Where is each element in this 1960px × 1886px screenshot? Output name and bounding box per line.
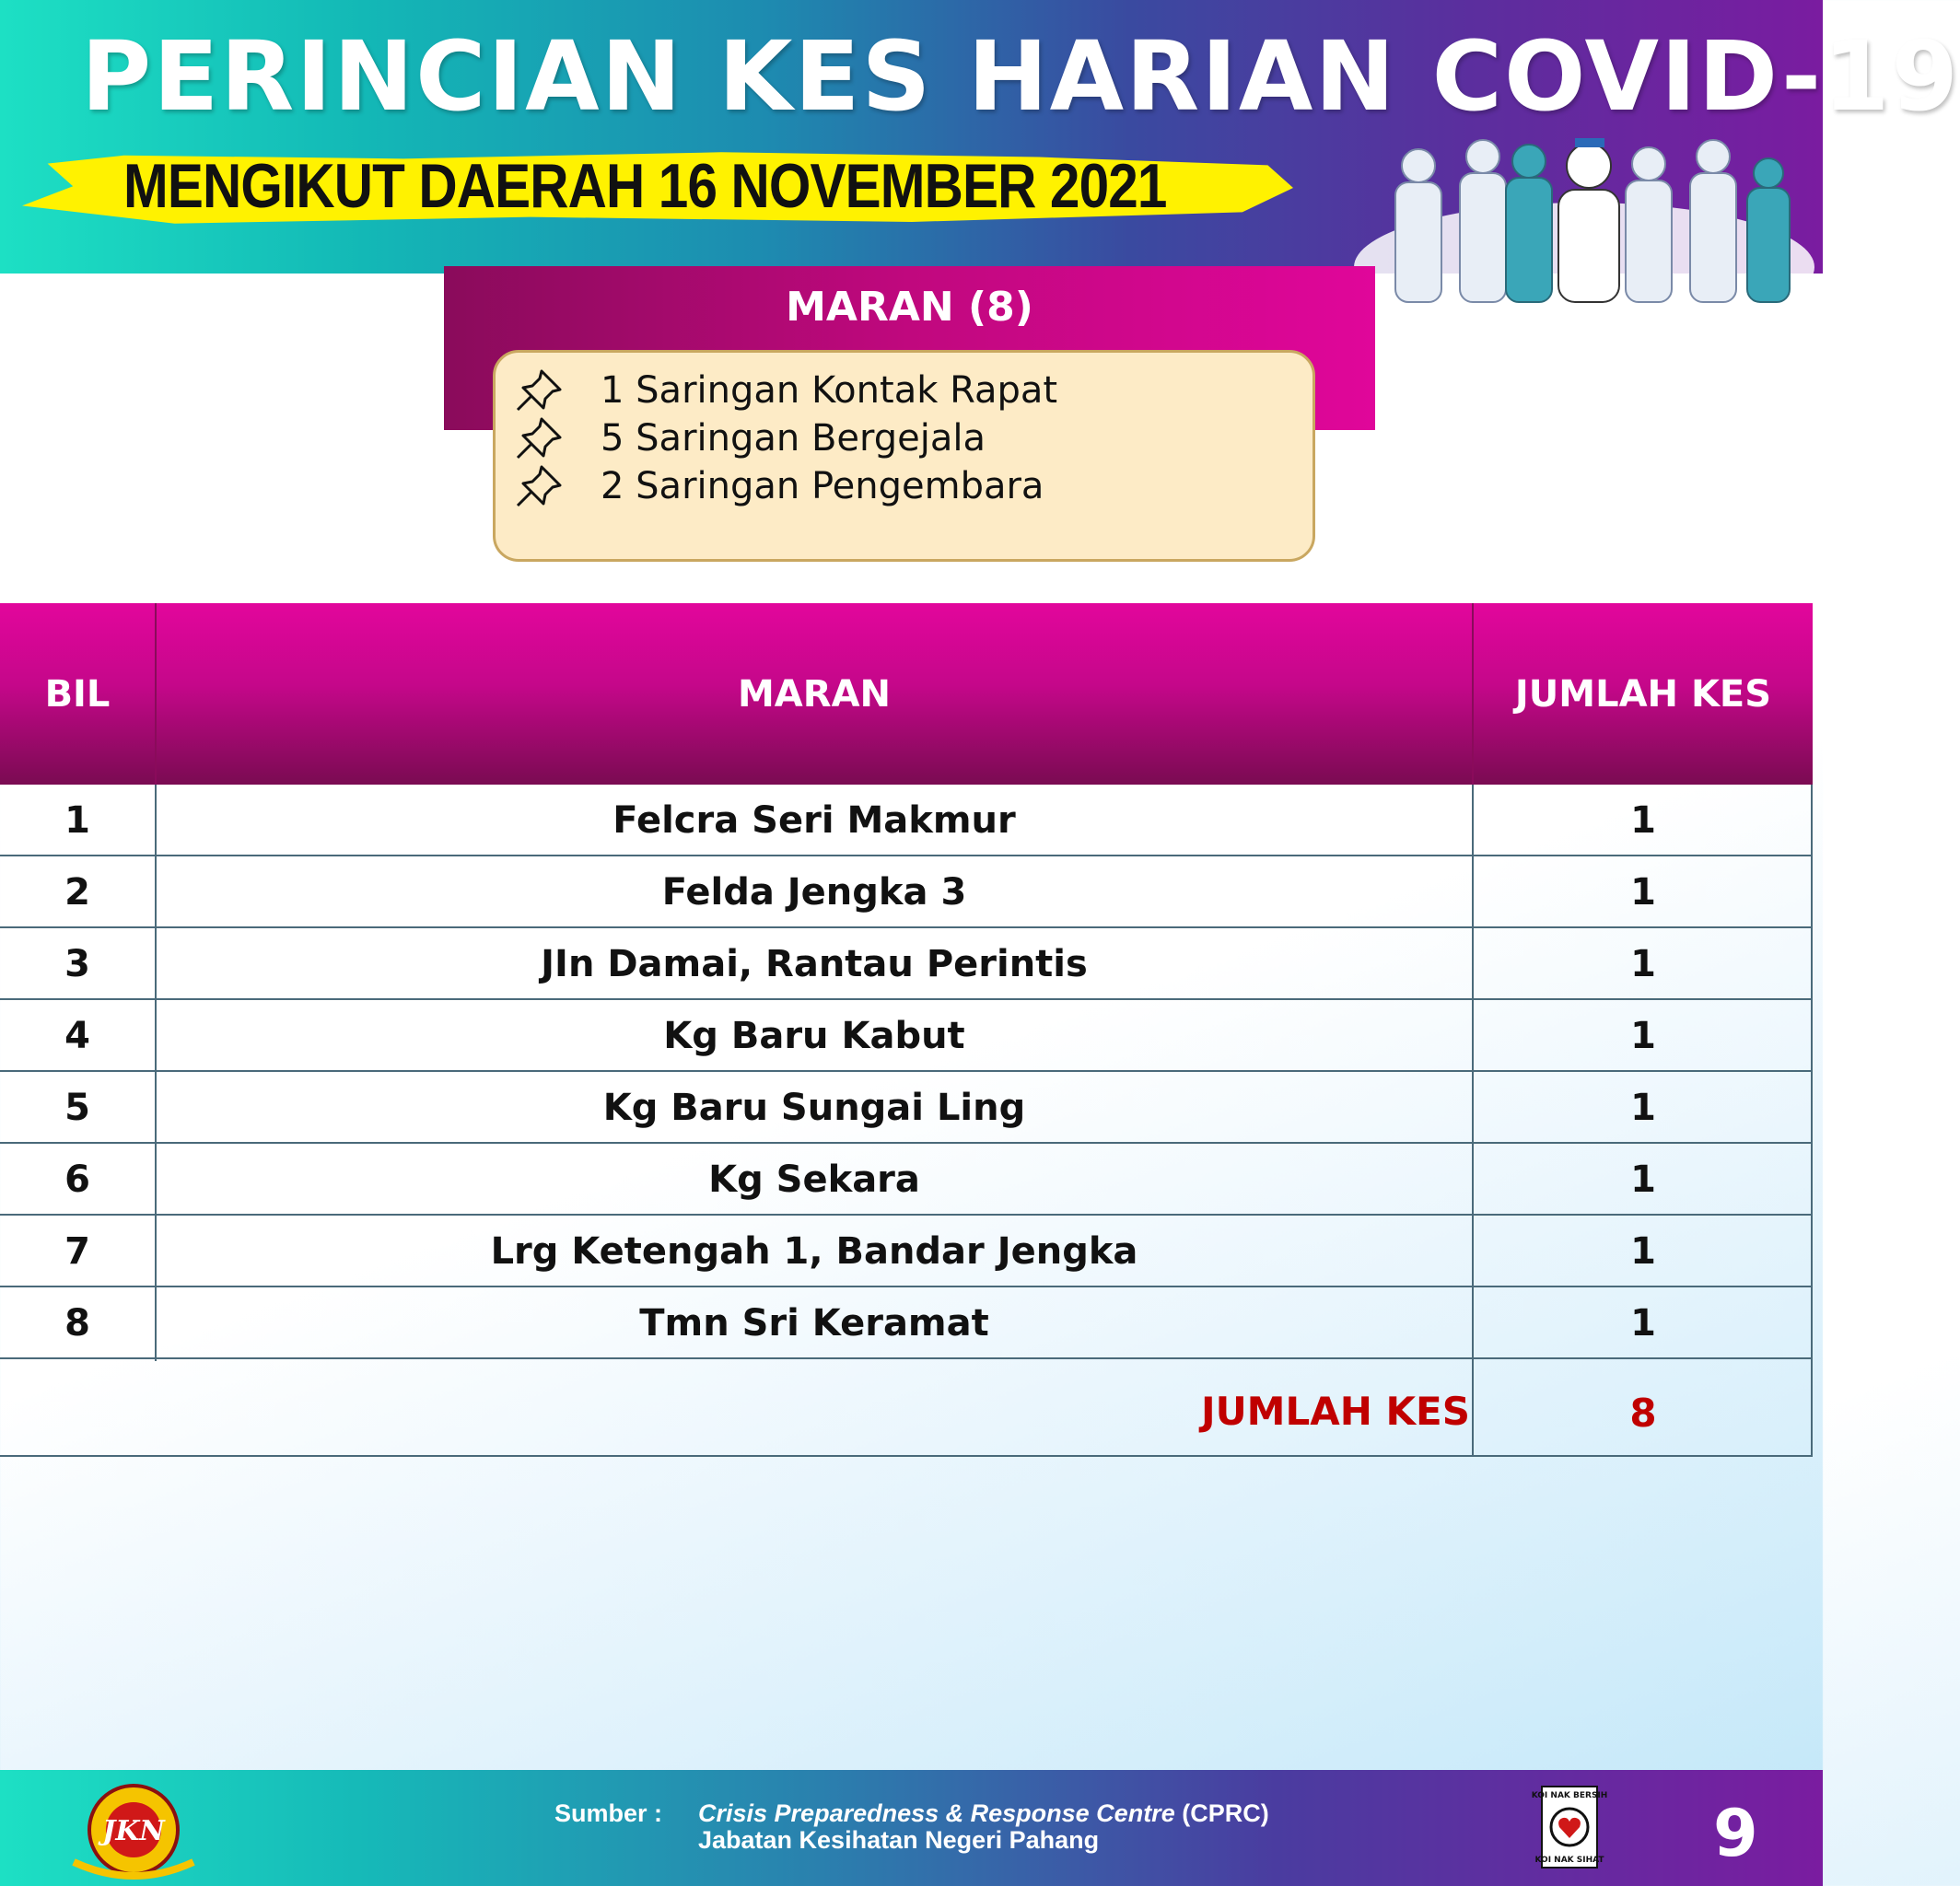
page-subtitle: MENGIKUT DAERAH 16 NOVEMBER 2021 <box>123 151 1167 221</box>
table-header <box>0 603 1813 785</box>
row-case-count: 1 <box>1630 1158 1656 1201</box>
row-location: JIn Damai, Rantau Perintis <box>541 943 1088 985</box>
summary-title: MARAN (8) <box>786 284 1033 331</box>
pushpin-icon <box>514 415 564 461</box>
source-org-abbr: (CPRC) <box>1174 1799 1269 1827</box>
page-number: 9 <box>1713 1796 1758 1871</box>
total-label: JUMLAH KES <box>1200 1389 1470 1434</box>
svg-text:KOI NAK BERSIH: KOI NAK BERSIH <box>1531 1791 1608 1800</box>
total-row <box>0 1361 1813 1457</box>
column-divider <box>1472 785 1474 1457</box>
row-number: 3 <box>64 943 90 985</box>
table-right-border <box>1811 785 1813 1457</box>
column-header-bil: BIL <box>44 672 111 716</box>
row-case-count: 1 <box>1630 871 1656 914</box>
table-row <box>0 856 1813 928</box>
source-organization <box>698 1799 1269 1828</box>
row-number: 8 <box>64 1302 90 1345</box>
row-location: Tmn Sri Keramat <box>639 1302 989 1345</box>
row-case-count: 1 <box>1630 1302 1656 1345</box>
summary-item <box>514 462 1044 510</box>
table-row <box>0 928 1813 1000</box>
table-row <box>0 1144 1813 1216</box>
row-location: Kg Baru Kabut <box>663 1015 965 1057</box>
table-row <box>0 1000 1813 1072</box>
svg-text:JKN: JKN <box>102 1815 165 1847</box>
row-case-count: 1 <box>1630 799 1656 842</box>
row-number: 1 <box>64 799 90 842</box>
healthcare-workers-illustration <box>1345 129 1823 313</box>
row-number: 4 <box>64 1015 90 1057</box>
row-location: Lrg Ketengah 1, Bandar Jengka <box>490 1230 1138 1273</box>
summary-item-text: 1 Saringan Kontak Rapat <box>601 369 1058 412</box>
row-case-count: 1 <box>1630 1015 1656 1057</box>
row-number: 2 <box>64 871 90 914</box>
page-title: PERINCIAN KES HARIAN COVID-19 <box>81 20 1960 133</box>
source-department: Jabatan Kesihatan Negeri Pahang <box>698 1826 1100 1854</box>
table-row <box>0 1072 1813 1144</box>
row-location: Felcra Seri Makmur <box>612 799 1016 842</box>
total-value: 8 <box>1629 1391 1657 1436</box>
row-number: 6 <box>64 1158 90 1201</box>
summary-item <box>514 367 1057 414</box>
koi-nak-sihat-badge <box>1531 1787 1608 1868</box>
column-header-maran: MARAN <box>738 672 891 716</box>
row-case-count: 1 <box>1630 1230 1656 1273</box>
table-row <box>0 1216 1813 1287</box>
column-divider <box>155 785 157 1361</box>
cases-table <box>0 603 1813 1464</box>
svg-text:KOI NAK SIHAT: KOI NAK SIHAT <box>1534 1856 1604 1865</box>
row-location: Kg Baru Sungai Ling <box>602 1087 1026 1129</box>
row-location: Felda Jengka 3 <box>661 871 967 914</box>
table-row <box>0 1287 1813 1359</box>
row-number: 5 <box>64 1087 90 1129</box>
row-location: Kg Sekara <box>708 1158 920 1201</box>
pushpin-icon <box>514 367 564 413</box>
source-label: Sumber : <box>554 1799 663 1827</box>
row-number: 7 <box>64 1230 90 1273</box>
row-case-count: 1 <box>1630 943 1656 985</box>
summary-item-text: 5 Saringan Bergejala <box>601 417 986 460</box>
table-row <box>0 785 1813 856</box>
source-org-name: Crisis Preparedness & Response Centre <box>698 1799 1175 1827</box>
summary-item-text: 2 Saringan Pengembara <box>601 465 1044 507</box>
jkn-logo <box>55 1779 212 1880</box>
row-case-count: 1 <box>1630 1087 1656 1129</box>
column-header-jumlah-kes: JUMLAH KES <box>1514 672 1772 716</box>
summary-item <box>514 414 986 462</box>
pushpin-icon <box>514 463 564 509</box>
